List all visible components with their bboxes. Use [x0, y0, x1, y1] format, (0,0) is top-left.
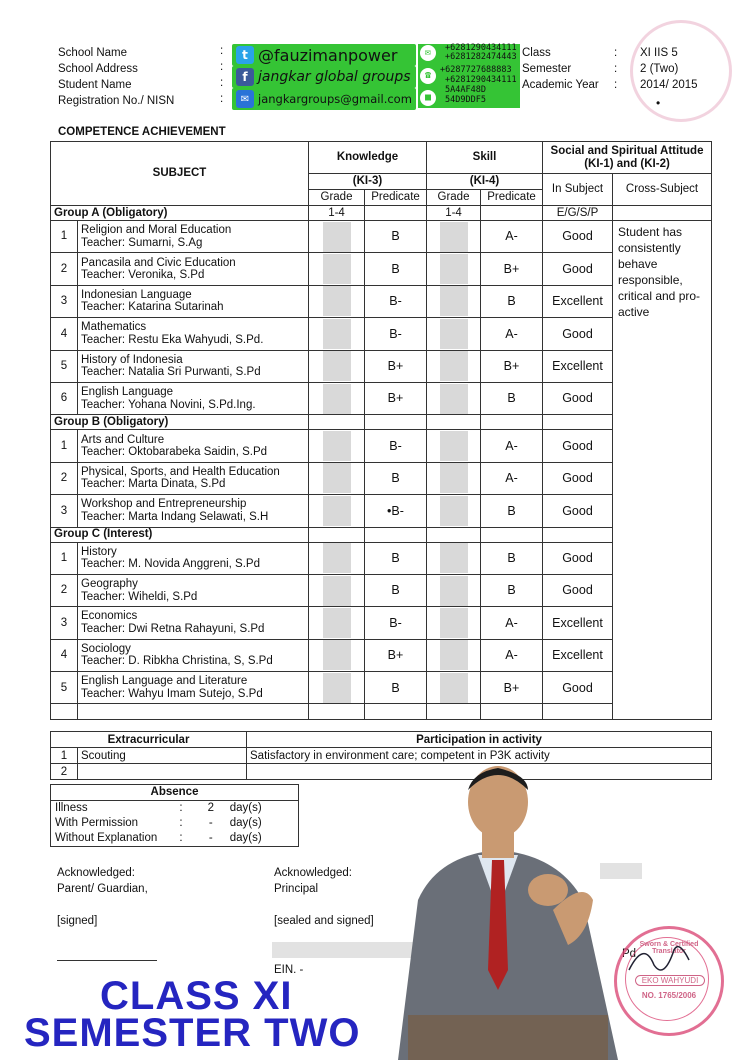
cross-subject-note: Student has consistently behave responsible, critical and pro-active [613, 221, 712, 720]
grade-header: Grade [427, 190, 481, 206]
bbm-pin: 54D9DDF5 [445, 95, 486, 105]
row-number: 6 [51, 382, 78, 414]
teacher-name: Teacher: Wahyu Imam Sutejo, S.Pd [81, 687, 263, 700]
skill-grade-cell [427, 639, 481, 671]
mark-glyph: • [656, 96, 661, 110]
participation-header: Participation in activity [247, 732, 712, 748]
skill-grade-cell [427, 607, 481, 639]
redacted-grade [440, 640, 468, 670]
subject-name: Workshop and Entrepreneurship [81, 498, 247, 511]
skill-predicate: B+ [481, 672, 543, 704]
knowledge-predicate: B+ [365, 350, 427, 382]
teacher-name: Teacher: Wiheldi, S.Pd [81, 590, 198, 603]
knowledge-grade-cell [309, 430, 365, 462]
knowledge-predicate: B [365, 672, 427, 704]
redacted-grade [440, 319, 468, 349]
parent-signature-line [57, 960, 157, 961]
facebook-name: jangkar global groups [258, 69, 411, 85]
activity-name: Scouting [78, 748, 247, 764]
predicate-header: Predicate [481, 190, 543, 206]
colon: : [220, 93, 224, 105]
subject-name: Religion and Moral Education [81, 224, 232, 237]
attitude-scale: E/G/S/P [543, 206, 613, 221]
table-row [51, 495, 712, 527]
email-address: jangkargroups@gmail.com [258, 92, 412, 106]
skill-predicate: B+ [481, 253, 543, 285]
school-address-label: School Address [58, 63, 138, 75]
absence-unit: day(s) [229, 832, 262, 844]
redacted-grade [440, 254, 468, 284]
promo-email [232, 88, 416, 110]
attitude-value: Good [543, 382, 613, 414]
colon: : [220, 61, 224, 73]
redacted-grade [440, 463, 468, 493]
row-number: 1 [51, 430, 78, 462]
table-row [51, 462, 712, 494]
knowledge-predicate: B- [365, 607, 427, 639]
row-number: 3 [51, 495, 78, 527]
table-row [51, 350, 712, 382]
table-row [51, 639, 712, 671]
grade-range: 1-4 [427, 206, 481, 221]
principal-role: Principal [274, 883, 319, 895]
twitter-handle: @fauzimanpower [258, 45, 398, 65]
person-photo [378, 760, 638, 1060]
subject-name: English Language and Literature [81, 675, 248, 688]
teacher-name: Teacher: Marta Dinata, S.Pd [81, 478, 226, 491]
redacted-grade [323, 463, 351, 493]
redacted-grade [440, 431, 468, 461]
skill-grade-cell [427, 542, 481, 574]
signature-scribble [624, 940, 694, 980]
registration-label: Registration No./ NISN [58, 95, 175, 107]
row-number: 1 [51, 748, 78, 764]
subject-cell [78, 253, 309, 285]
row-number: 3 [51, 285, 78, 317]
absence-label: With Permission [55, 817, 139, 829]
subject-name: English Language [81, 386, 174, 399]
teacher-name: Teacher: Oktobarabeka Saidin, S.Pd [81, 446, 268, 459]
attitude-value: Good [543, 430, 613, 462]
subject-name: Sociology [81, 642, 131, 655]
absence-row: Without Explanation : - day(s) [51, 831, 299, 847]
knowledge-grade-cell [309, 382, 365, 414]
semester-value: 2 (Two) [640, 63, 679, 75]
redacted-grade [440, 543, 468, 573]
section-title: COMPETENCE ACHIEVEMENT [58, 126, 226, 138]
parent-ack: Acknowledged: [57, 867, 135, 879]
absence-label: Illness [55, 802, 88, 814]
knowledge-predicate: B- [365, 318, 427, 350]
redacted-grade [440, 576, 468, 606]
in-subject-header: In Subject [543, 174, 613, 206]
subject-cell [78, 350, 309, 382]
pd-label: Pd [622, 948, 637, 960]
table-row [51, 253, 712, 285]
attitude-value: Good [543, 462, 613, 494]
teacher-name: Teacher: Katarina Sutarinah [81, 301, 224, 314]
subject-cell [78, 495, 309, 527]
principal-ack: Acknowledged: [274, 867, 352, 879]
row-number: 4 [51, 639, 78, 671]
knowledge-grade-cell [309, 542, 365, 574]
redacted-grade [323, 286, 351, 316]
redacted-grade [323, 640, 351, 670]
teacher-name: Teacher: Restu Eka Wahyudi, S.Pd. [81, 333, 264, 346]
predicate-header: Predicate [365, 190, 427, 206]
colon: : [220, 77, 224, 89]
skill-predicate: A- [481, 221, 543, 253]
table-row [51, 607, 712, 639]
subject-cell [78, 542, 309, 574]
banner-line-2: SEMESTER TWO [24, 1011, 361, 1055]
attitude-value: Good [543, 221, 613, 253]
skill-grade-cell [427, 495, 481, 527]
row-number: 3 [51, 607, 78, 639]
subject-cell [78, 639, 309, 671]
knowledge-grade-cell [309, 574, 365, 606]
teacher-name: Teacher: Natalia Sri Purwanti, S.Pd [81, 366, 261, 379]
subject-cell [78, 318, 309, 350]
group-row [51, 527, 712, 542]
knowledge-predicate: B [365, 574, 427, 606]
knowledge-predicate: B- [365, 285, 427, 317]
email-icon: ✉ [236, 90, 254, 108]
redacted-grade [323, 222, 351, 252]
skill-predicate: B [481, 542, 543, 574]
subject-cell [78, 221, 309, 253]
absence-value: - [208, 832, 213, 844]
knowledge-predicate: B [365, 221, 427, 253]
attitude-value: Excellent [543, 285, 613, 317]
grade-range: 1-4 [309, 206, 365, 221]
group-label: Group C (Interest) [51, 527, 309, 542]
subject-cell [78, 607, 309, 639]
subject-name: Pancasila and Civic Education [81, 256, 236, 269]
absence-value: 2 [207, 802, 215, 814]
skill-predicate: B [481, 382, 543, 414]
subject-name: Economics [81, 610, 138, 623]
grade-header: Grade [309, 190, 365, 206]
subject-name: Indonesian Language [81, 288, 192, 301]
semester-label: Semester [522, 63, 572, 75]
parent-role: Parent/ Guardian, [57, 883, 148, 895]
absence-row: With Permission : - day(s) [51, 816, 299, 831]
skill-predicate: B [481, 285, 543, 317]
redacted-grade [323, 384, 351, 414]
line-icon: ✉ [420, 45, 436, 61]
row-number: 1 [51, 542, 78, 574]
redacted-grade [440, 496, 468, 526]
redacted-grade [323, 254, 351, 284]
table-row [51, 574, 712, 606]
subject-cell [78, 462, 309, 494]
table-row [51, 285, 712, 317]
knowledge-grade-cell [309, 350, 365, 382]
subject-cell [78, 574, 309, 606]
absence-unit: day(s) [229, 802, 262, 814]
skill-grade-cell [427, 350, 481, 382]
knowledge-grade-cell [309, 672, 365, 704]
subject-header: SUBJECT [51, 142, 309, 206]
redacted-grade [440, 286, 468, 316]
table-row [51, 430, 712, 462]
competence-table [50, 141, 712, 720]
knowledge-header: Knowledge [309, 142, 427, 174]
skill-grade-cell [427, 672, 481, 704]
skill-grade-cell [427, 318, 481, 350]
skill-grade-cell [427, 462, 481, 494]
absence-title: Absence [51, 785, 299, 801]
attitude-value: Good [543, 542, 613, 574]
redacted-grade [323, 576, 351, 606]
skill-grade-cell [427, 430, 481, 462]
stamp-name: EKO WAHYUDI [635, 975, 705, 986]
row-number: 2 [51, 764, 78, 780]
group-row [51, 206, 712, 221]
teacher-name: Teacher: D. Ribkha Christina, S, S.Pd [81, 655, 273, 668]
stamp-text: Sworn & Certified Translator [639, 941, 699, 955]
knowledge-grade-cell [309, 607, 365, 639]
phone-number: +6281290434111 [445, 43, 517, 53]
activity-name [78, 764, 247, 780]
skill-grade-cell [427, 382, 481, 414]
knowledge-grade-cell [309, 221, 365, 253]
colon: : [220, 45, 224, 57]
knowledge-predicate: B- [365, 430, 427, 462]
teacher-name: Teacher: Yohana Novini, S.Pd.Ing. [81, 398, 256, 411]
group-label: Group B (Obligatory) [51, 415, 309, 430]
teacher-name: Teacher: Dwi Retna Rahayuni, S.Pd [81, 622, 265, 635]
group-label: Group A (Obligatory) [51, 206, 309, 221]
redacted-grade [323, 673, 351, 703]
attitude-value: Excellent [543, 639, 613, 671]
subject-name: Geography [81, 578, 138, 591]
cross-subject-header: Cross-Subject [613, 174, 712, 206]
promo-phones [418, 44, 520, 108]
attitude-value: Good [543, 574, 613, 606]
table-row [51, 672, 712, 704]
redacted-grade [323, 543, 351, 573]
row-number: 4 [51, 318, 78, 350]
phone-number: +6281290434111 [445, 75, 517, 85]
academic-year-value: 2014/ 2015 [640, 79, 698, 91]
table-row [51, 382, 712, 414]
knowledge-predicate: B [365, 462, 427, 494]
redacted-grade [440, 673, 468, 703]
knowledge-predicate: B+ [365, 382, 427, 414]
principal-signed: [sealed and signed] [274, 915, 374, 927]
table-row [51, 318, 712, 350]
redacted-grade [440, 351, 468, 381]
table-row [51, 221, 712, 253]
subject-name: Arts and Culture [81, 433, 165, 446]
banner-line-1: CLASS XI [100, 974, 293, 1018]
subject-cell [78, 430, 309, 462]
promo-facebook [232, 66, 416, 88]
teacher-name: Teacher: Veronika, S.Pd [81, 269, 205, 282]
class-label: Class [522, 47, 551, 59]
skill-predicate: B [481, 495, 543, 527]
group-row [51, 415, 712, 430]
table-row [51, 542, 712, 574]
row-number: 5 [51, 672, 78, 704]
knowledge-grade-cell [309, 462, 365, 494]
teacher-name: Teacher: Marta Indang Selawati, S.H [81, 510, 269, 523]
subject-cell [78, 672, 309, 704]
knowledge-predicate: •B- [365, 495, 427, 527]
facebook-icon: f [236, 68, 254, 86]
stamp-number: NO. 1765/2006 [641, 991, 697, 1000]
ki3-header: (KI-3) [309, 174, 427, 190]
redacted-grade [440, 384, 468, 414]
attitude-header: Social and Spiritual Attitude (KI-1) and (KI-2) [543, 142, 712, 174]
absence-value: - [208, 817, 213, 829]
ki4-header: (KI-4) [427, 174, 543, 190]
redacted-grade [323, 351, 351, 381]
subject-name: History of Indonesia [81, 353, 183, 366]
promo-twitter [232, 44, 416, 66]
participation-text: Satisfactory in environment care; competent in P3K activity [247, 748, 712, 764]
subject-name: Physical, Sports, and Health Education [81, 465, 280, 478]
skill-predicate: B+ [481, 350, 543, 382]
skill-predicate: A- [481, 430, 543, 462]
knowledge-grade-cell [309, 495, 365, 527]
row-number: 2 [51, 574, 78, 606]
bbm-pin: 5A4AF48D [445, 85, 486, 95]
redacted-grade [323, 608, 351, 638]
twitter-icon: t [236, 46, 254, 64]
whatsapp-icon: ☎ [420, 68, 436, 84]
skill-predicate: A- [481, 607, 543, 639]
knowledge-predicate: B [365, 253, 427, 285]
row-number: 2 [51, 462, 78, 494]
absence-unit: day(s) [229, 817, 262, 829]
knowledge-grade-cell [309, 285, 365, 317]
skill-predicate: A- [481, 318, 543, 350]
attitude-value: Good [543, 253, 613, 285]
skill-header: Skill [427, 142, 543, 174]
skill-grade-cell [427, 574, 481, 606]
knowledge-grade-cell [309, 318, 365, 350]
subject-name: History [81, 545, 117, 558]
redacted-grade [440, 608, 468, 638]
redacted-grade [440, 222, 468, 252]
redacted-grade [323, 431, 351, 461]
row-number: 1 [51, 221, 78, 253]
skill-predicate: A- [481, 462, 543, 494]
absence-row: Illness : 2 day(s) [51, 801, 299, 817]
class-value: XI IIS 5 [640, 47, 678, 59]
subject-cell [78, 382, 309, 414]
attitude-value: Good [543, 495, 613, 527]
absence-label: Without Explanation [55, 832, 158, 844]
skill-grade-cell [427, 221, 481, 253]
row-number: 5 [51, 350, 78, 382]
attitude-value: Excellent [543, 350, 613, 382]
school-seal [630, 20, 732, 122]
row-number: 2 [51, 253, 78, 285]
ein-label: EIN. - [274, 964, 304, 976]
skill-grade-cell [427, 253, 481, 285]
school-name-label: School Name [58, 47, 128, 59]
teacher-name: Teacher: M. Novida Anggreni, S.Pd [81, 558, 260, 571]
subject-name: Mathematics [81, 321, 147, 334]
bbm-icon: ■ [420, 90, 436, 106]
phone-number: +6281282474443 [445, 52, 517, 62]
knowledge-grade-cell [309, 253, 365, 285]
redacted-grade [323, 496, 351, 526]
knowledge-predicate: B [365, 542, 427, 574]
knowledge-grade-cell [309, 639, 365, 671]
skill-predicate: B [481, 574, 543, 606]
academic-year-label: Academic Year [522, 79, 599, 91]
attitude-value: Excellent [543, 607, 613, 639]
student-name-label: Student Name [58, 79, 132, 91]
knowledge-predicate: B+ [365, 639, 427, 671]
skill-grade-cell [427, 285, 481, 317]
skill-predicate: A- [481, 639, 543, 671]
subject-cell [78, 285, 309, 317]
teacher-name: Teacher: Sumarni, S.Ag [81, 236, 203, 249]
attitude-value: Good [543, 672, 613, 704]
spacer-row [51, 704, 712, 720]
attitude-value: Good [543, 318, 613, 350]
extracurricular-header: Extracurricular [51, 732, 247, 748]
absence-table [50, 784, 299, 847]
phone-number: +6287727688883 [440, 65, 512, 75]
redacted-grade [323, 319, 351, 349]
parent-signed: [signed] [57, 915, 98, 927]
